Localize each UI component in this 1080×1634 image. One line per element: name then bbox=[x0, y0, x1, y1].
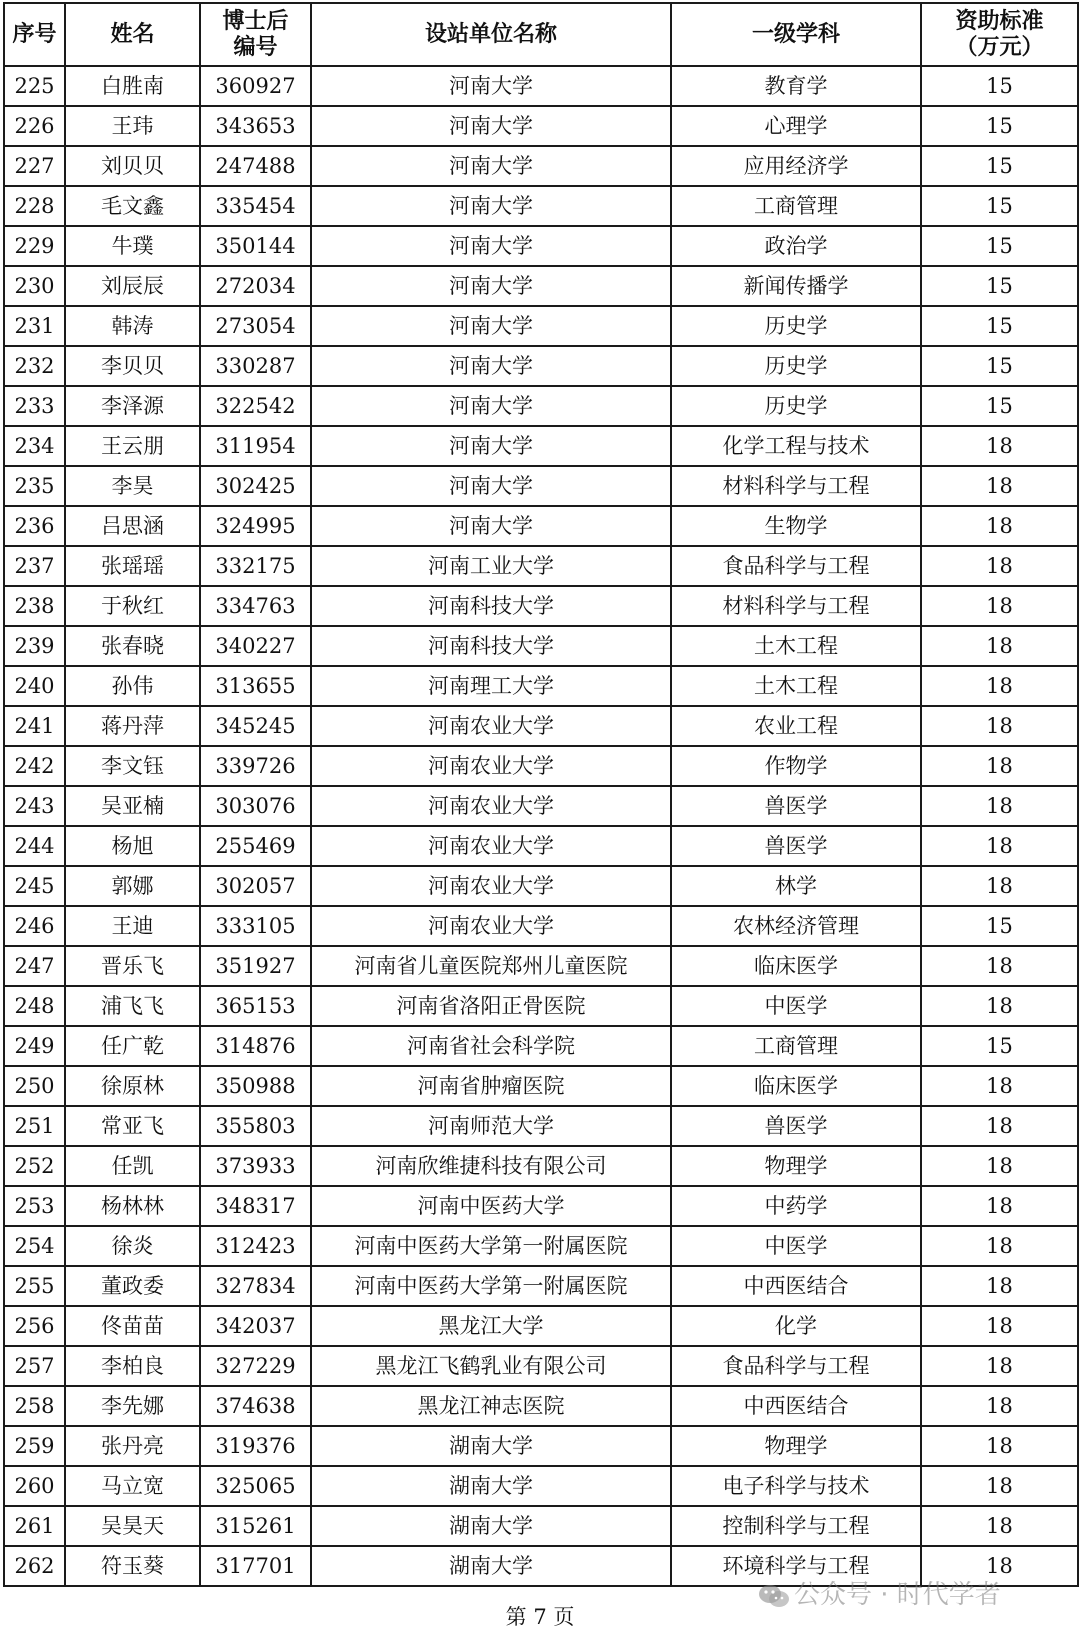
cell-postdoc-id: 345245 bbox=[200, 706, 311, 746]
cell-seq: 230 bbox=[4, 266, 65, 306]
cell-name: 王云朋 bbox=[65, 426, 200, 466]
header-unit: 设站单位名称 bbox=[311, 3, 671, 66]
table-row bbox=[4, 946, 1078, 986]
cell-discipline: 工商管理 bbox=[671, 186, 921, 226]
cell-unit: 河南省洛阳正骨医院 bbox=[311, 986, 671, 1026]
cell-funding: 15 bbox=[921, 906, 1078, 946]
cell-funding: 18 bbox=[921, 1186, 1078, 1226]
cell-seq: 250 bbox=[4, 1066, 65, 1106]
cell-name: 吕思涵 bbox=[65, 506, 200, 546]
cell-name: 张丹亮 bbox=[65, 1426, 200, 1466]
cell-postdoc-id: 311954 bbox=[200, 426, 311, 466]
cell-discipline: 中西医结合 bbox=[671, 1386, 921, 1426]
cell-name: 于秋红 bbox=[65, 586, 200, 626]
cell-discipline: 物理学 bbox=[671, 1426, 921, 1466]
cell-funding: 18 bbox=[921, 706, 1078, 746]
cell-name: 郭娜 bbox=[65, 866, 200, 906]
cell-name: 李文钰 bbox=[65, 746, 200, 786]
cell-funding: 18 bbox=[921, 1346, 1078, 1386]
cell-seq: 238 bbox=[4, 586, 65, 626]
cell-name: 牛璞 bbox=[65, 226, 200, 266]
cell-funding: 18 bbox=[921, 786, 1078, 826]
cell-discipline: 中医学 bbox=[671, 1226, 921, 1266]
cell-funding: 18 bbox=[921, 1466, 1078, 1506]
cell-discipline: 历史学 bbox=[671, 386, 921, 426]
cell-postdoc-id: 333105 bbox=[200, 906, 311, 946]
cell-seq: 244 bbox=[4, 826, 65, 866]
cell-discipline: 土木工程 bbox=[671, 626, 921, 666]
table-row bbox=[4, 66, 1078, 106]
table-row bbox=[4, 1106, 1078, 1146]
cell-funding: 15 bbox=[921, 106, 1078, 146]
cell-discipline: 农业工程 bbox=[671, 706, 921, 746]
cell-name: 马立宽 bbox=[65, 1466, 200, 1506]
cell-seq: 251 bbox=[4, 1106, 65, 1146]
cell-funding: 18 bbox=[921, 1306, 1078, 1346]
cell-postdoc-id: 313655 bbox=[200, 666, 311, 706]
table-row bbox=[4, 586, 1078, 626]
cell-unit: 河南农业大学 bbox=[311, 746, 671, 786]
cell-funding: 15 bbox=[921, 66, 1078, 106]
cell-seq: 249 bbox=[4, 1026, 65, 1066]
cell-seq: 248 bbox=[4, 986, 65, 1026]
cell-unit: 河南大学 bbox=[311, 506, 671, 546]
table-row bbox=[4, 706, 1078, 746]
table-row bbox=[4, 1386, 1078, 1426]
cell-seq: 236 bbox=[4, 506, 65, 546]
cell-seq: 260 bbox=[4, 1466, 65, 1506]
cell-funding: 18 bbox=[921, 1106, 1078, 1146]
cell-funding: 18 bbox=[921, 746, 1078, 786]
table-row bbox=[4, 146, 1078, 186]
cell-unit: 湖南大学 bbox=[311, 1426, 671, 1466]
cell-funding: 18 bbox=[921, 1066, 1078, 1106]
cell-unit: 黑龙江飞鹤乳业有限公司 bbox=[311, 1346, 671, 1386]
cell-unit: 河南大学 bbox=[311, 466, 671, 506]
cell-postdoc-id: 339726 bbox=[200, 746, 311, 786]
table-row bbox=[4, 786, 1078, 826]
cell-postdoc-id: 314876 bbox=[200, 1026, 311, 1066]
table-row bbox=[4, 546, 1078, 586]
cell-funding: 18 bbox=[921, 546, 1078, 586]
header-postdoc-id-line1: 博士后 bbox=[222, 8, 289, 34]
cell-name: 刘贝贝 bbox=[65, 146, 200, 186]
cell-name: 徐炎 bbox=[65, 1226, 200, 1266]
cell-unit: 河南欣维捷科技有限公司 bbox=[311, 1146, 671, 1186]
cell-name: 李昊 bbox=[65, 466, 200, 506]
cell-funding: 18 bbox=[921, 1426, 1078, 1466]
cell-funding: 15 bbox=[921, 186, 1078, 226]
cell-discipline: 兽医学 bbox=[671, 1106, 921, 1146]
cell-funding: 15 bbox=[921, 1026, 1078, 1066]
cell-postdoc-id: 350988 bbox=[200, 1066, 311, 1106]
cell-seq: 254 bbox=[4, 1226, 65, 1266]
cell-postdoc-id: 332175 bbox=[200, 546, 311, 586]
cell-unit: 黑龙江神志医院 bbox=[311, 1386, 671, 1426]
cell-discipline: 临床医学 bbox=[671, 1066, 921, 1106]
cell-name: 蒋丹萍 bbox=[65, 706, 200, 746]
cell-funding: 18 bbox=[921, 1546, 1078, 1586]
table-row bbox=[4, 186, 1078, 226]
cell-postdoc-id: 247488 bbox=[200, 146, 311, 186]
cell-funding: 18 bbox=[921, 666, 1078, 706]
cell-funding: 18 bbox=[921, 946, 1078, 986]
cell-funding: 18 bbox=[921, 506, 1078, 546]
cell-name: 李泽源 bbox=[65, 386, 200, 426]
cell-seq: 235 bbox=[4, 466, 65, 506]
table-row bbox=[4, 226, 1078, 266]
cell-seq: 247 bbox=[4, 946, 65, 986]
table-row bbox=[4, 746, 1078, 786]
cell-seq: 239 bbox=[4, 626, 65, 666]
cell-seq: 257 bbox=[4, 1346, 65, 1386]
cell-postdoc-id: 272034 bbox=[200, 266, 311, 306]
cell-discipline: 心理学 bbox=[671, 106, 921, 146]
cell-discipline: 控制科学与工程 bbox=[671, 1506, 921, 1546]
cell-discipline: 兽医学 bbox=[671, 826, 921, 866]
cell-discipline: 历史学 bbox=[671, 306, 921, 346]
cell-name: 王迪 bbox=[65, 906, 200, 946]
cell-seq: 227 bbox=[4, 146, 65, 186]
cell-unit: 河南科技大学 bbox=[311, 626, 671, 666]
cell-postdoc-id: 315261 bbox=[200, 1506, 311, 1546]
cell-unit: 河南农业大学 bbox=[311, 906, 671, 946]
cell-unit: 河南大学 bbox=[311, 266, 671, 306]
cell-unit: 河南大学 bbox=[311, 186, 671, 226]
cell-seq: 233 bbox=[4, 386, 65, 426]
cell-funding: 18 bbox=[921, 586, 1078, 626]
cell-unit: 河南农业大学 bbox=[311, 866, 671, 906]
cell-name: 李先娜 bbox=[65, 1386, 200, 1426]
cell-unit: 河南大学 bbox=[311, 226, 671, 266]
cell-discipline: 作物学 bbox=[671, 746, 921, 786]
table-row bbox=[4, 906, 1078, 946]
cell-postdoc-id: 302057 bbox=[200, 866, 311, 906]
cell-seq: 255 bbox=[4, 1266, 65, 1306]
cell-name: 常亚飞 bbox=[65, 1106, 200, 1146]
cell-discipline: 土木工程 bbox=[671, 666, 921, 706]
cell-seq: 228 bbox=[4, 186, 65, 226]
cell-postdoc-id: 360927 bbox=[200, 66, 311, 106]
cell-name: 晋乐飞 bbox=[65, 946, 200, 986]
cell-name: 李柏良 bbox=[65, 1346, 200, 1386]
cell-funding: 15 bbox=[921, 266, 1078, 306]
cell-discipline: 食品科学与工程 bbox=[671, 1346, 921, 1386]
cell-discipline: 中西医结合 bbox=[671, 1266, 921, 1306]
cell-postdoc-id: 325065 bbox=[200, 1466, 311, 1506]
table-row bbox=[4, 1226, 1078, 1266]
cell-postdoc-id: 373933 bbox=[200, 1146, 311, 1186]
cell-unit: 河南农业大学 bbox=[311, 786, 671, 826]
cell-seq: 259 bbox=[4, 1426, 65, 1466]
cell-seq: 261 bbox=[4, 1506, 65, 1546]
cell-postdoc-id: 317701 bbox=[200, 1546, 311, 1586]
table-row bbox=[4, 1026, 1078, 1066]
header-funding bbox=[921, 3, 1078, 66]
cell-funding: 15 bbox=[921, 386, 1078, 426]
table-header-row bbox=[4, 3, 1078, 66]
cell-postdoc-id: 255469 bbox=[200, 826, 311, 866]
cell-seq: 243 bbox=[4, 786, 65, 826]
cell-unit: 河南大学 bbox=[311, 386, 671, 426]
cell-unit: 河南师范大学 bbox=[311, 1106, 671, 1146]
cell-seq: 262 bbox=[4, 1546, 65, 1586]
cell-name: 董政委 bbox=[65, 1266, 200, 1306]
cell-unit: 河南科技大学 bbox=[311, 586, 671, 626]
cell-name: 刘辰辰 bbox=[65, 266, 200, 306]
cell-unit: 湖南大学 bbox=[311, 1506, 671, 1546]
cell-discipline: 化学工程与技术 bbox=[671, 426, 921, 466]
cell-funding: 18 bbox=[921, 866, 1078, 906]
cell-funding: 18 bbox=[921, 426, 1078, 466]
cell-seq: 253 bbox=[4, 1186, 65, 1226]
cell-name: 符玉葵 bbox=[65, 1546, 200, 1586]
header-name: 姓名 bbox=[65, 3, 200, 66]
header-seq: 序号 bbox=[4, 3, 65, 66]
cell-funding: 15 bbox=[921, 346, 1078, 386]
cell-seq: 241 bbox=[4, 706, 65, 746]
cell-name: 张瑶瑶 bbox=[65, 546, 200, 586]
cell-postdoc-id: 374638 bbox=[200, 1386, 311, 1426]
cell-discipline: 中医学 bbox=[671, 986, 921, 1026]
page-footer bbox=[0, 1601, 1080, 1631]
cell-postdoc-id: 351927 bbox=[200, 946, 311, 986]
header-discipline: 一级学科 bbox=[671, 3, 921, 66]
cell-discipline: 林学 bbox=[671, 866, 921, 906]
header-funding-line2: （万元） bbox=[955, 34, 1044, 60]
table-row bbox=[4, 386, 1078, 426]
cell-unit: 河南大学 bbox=[311, 66, 671, 106]
cell-seq: 256 bbox=[4, 1306, 65, 1346]
table-row bbox=[4, 866, 1078, 906]
cell-postdoc-id: 330287 bbox=[200, 346, 311, 386]
cell-discipline: 兽医学 bbox=[671, 786, 921, 826]
cell-funding: 18 bbox=[921, 986, 1078, 1026]
cell-postdoc-id: 350144 bbox=[200, 226, 311, 266]
cell-seq: 237 bbox=[4, 546, 65, 586]
cell-discipline: 新闻传播学 bbox=[671, 266, 921, 306]
cell-postdoc-id: 342037 bbox=[200, 1306, 311, 1346]
cell-name: 任凯 bbox=[65, 1146, 200, 1186]
cell-discipline: 生物学 bbox=[671, 506, 921, 546]
cell-unit: 河南大学 bbox=[311, 306, 671, 346]
cell-unit: 河南中医药大学第一附属医院 bbox=[311, 1226, 671, 1266]
table-row bbox=[4, 1266, 1078, 1306]
cell-unit: 湖南大学 bbox=[311, 1546, 671, 1586]
cell-unit: 河南省社会科学院 bbox=[311, 1026, 671, 1066]
table-row bbox=[4, 1186, 1078, 1226]
header-postdoc-id-line2: 编号 bbox=[233, 34, 278, 60]
cell-seq: 245 bbox=[4, 866, 65, 906]
cell-seq: 240 bbox=[4, 666, 65, 706]
cell-funding: 15 bbox=[921, 306, 1078, 346]
cell-discipline: 中药学 bbox=[671, 1186, 921, 1226]
cell-name: 吴昊天 bbox=[65, 1506, 200, 1546]
cell-postdoc-id: 355803 bbox=[200, 1106, 311, 1146]
cell-unit: 河南中医药大学 bbox=[311, 1186, 671, 1226]
cell-discipline: 临床医学 bbox=[671, 946, 921, 986]
header-postdoc-id bbox=[200, 3, 311, 66]
cell-name: 李贝贝 bbox=[65, 346, 200, 386]
table-row bbox=[4, 1066, 1078, 1106]
cell-seq: 234 bbox=[4, 426, 65, 466]
cell-postdoc-id: 340227 bbox=[200, 626, 311, 666]
cell-unit: 河南工业大学 bbox=[311, 546, 671, 586]
header-funding-line1: 资助标准 bbox=[955, 8, 1044, 34]
cell-unit: 河南农业大学 bbox=[311, 826, 671, 866]
cell-postdoc-id: 334763 bbox=[200, 586, 311, 626]
cell-discipline: 农林经济管理 bbox=[671, 906, 921, 946]
cell-name: 孙伟 bbox=[65, 666, 200, 706]
table-row bbox=[4, 1346, 1078, 1386]
table-body bbox=[4, 66, 1078, 1586]
cell-name: 白胜南 bbox=[65, 66, 200, 106]
table-row bbox=[4, 266, 1078, 306]
cell-unit: 河南大学 bbox=[311, 146, 671, 186]
cell-seq: 232 bbox=[4, 346, 65, 386]
cell-discipline: 工商管理 bbox=[671, 1026, 921, 1066]
table-row bbox=[4, 1506, 1078, 1546]
table-row bbox=[4, 346, 1078, 386]
cell-discipline: 历史学 bbox=[671, 346, 921, 386]
postdoc-funding-table bbox=[3, 2, 1079, 1587]
cell-name: 张春晓 bbox=[65, 626, 200, 666]
cell-discipline: 材料科学与工程 bbox=[671, 466, 921, 506]
cell-postdoc-id: 322542 bbox=[200, 386, 311, 426]
cell-funding: 15 bbox=[921, 146, 1078, 186]
table-row bbox=[4, 1146, 1078, 1186]
table-row bbox=[4, 106, 1078, 146]
cell-funding: 18 bbox=[921, 1226, 1078, 1266]
table-row bbox=[4, 466, 1078, 506]
cell-name: 毛文鑫 bbox=[65, 186, 200, 226]
cell-unit: 河南大学 bbox=[311, 426, 671, 466]
cell-funding: 18 bbox=[921, 1266, 1078, 1306]
cell-discipline: 材料科学与工程 bbox=[671, 586, 921, 626]
table-row bbox=[4, 986, 1078, 1026]
table-row bbox=[4, 1426, 1078, 1466]
cell-discipline: 食品科学与工程 bbox=[671, 546, 921, 586]
table-row bbox=[4, 626, 1078, 666]
cell-discipline: 应用经济学 bbox=[671, 146, 921, 186]
cell-name: 任广乾 bbox=[65, 1026, 200, 1066]
cell-discipline: 化学 bbox=[671, 1306, 921, 1346]
cell-seq: 246 bbox=[4, 906, 65, 946]
cell-name: 徐原林 bbox=[65, 1066, 200, 1106]
cell-name: 吴亚楠 bbox=[65, 786, 200, 826]
cell-discipline: 环境科学与工程 bbox=[671, 1546, 921, 1586]
cell-funding: 18 bbox=[921, 1386, 1078, 1426]
cell-unit: 河南理工大学 bbox=[311, 666, 671, 706]
cell-postdoc-id: 327834 bbox=[200, 1266, 311, 1306]
cell-unit: 黑龙江大学 bbox=[311, 1306, 671, 1346]
cell-discipline: 电子科学与技术 bbox=[671, 1466, 921, 1506]
cell-discipline: 教育学 bbox=[671, 66, 921, 106]
cell-postdoc-id: 324995 bbox=[200, 506, 311, 546]
cell-seq: 229 bbox=[4, 226, 65, 266]
table-row bbox=[4, 306, 1078, 346]
cell-seq: 242 bbox=[4, 746, 65, 786]
cell-postdoc-id: 327229 bbox=[200, 1346, 311, 1386]
cell-seq: 252 bbox=[4, 1146, 65, 1186]
cell-funding: 18 bbox=[921, 1506, 1078, 1546]
cell-seq: 226 bbox=[4, 106, 65, 146]
cell-seq: 225 bbox=[4, 66, 65, 106]
cell-unit: 河南省儿童医院郑州儿童医院 bbox=[311, 946, 671, 986]
cell-unit: 河南农业大学 bbox=[311, 706, 671, 746]
table-row bbox=[4, 666, 1078, 706]
cell-seq: 231 bbox=[4, 306, 65, 346]
cell-postdoc-id: 312423 bbox=[200, 1226, 311, 1266]
cell-funding: 18 bbox=[921, 466, 1078, 506]
cell-postdoc-id: 303076 bbox=[200, 786, 311, 826]
cell-postdoc-id: 348317 bbox=[200, 1186, 311, 1226]
cell-funding: 18 bbox=[921, 826, 1078, 866]
cell-name: 杨林林 bbox=[65, 1186, 200, 1226]
cell-postdoc-id: 302425 bbox=[200, 466, 311, 506]
cell-postdoc-id: 319376 bbox=[200, 1426, 311, 1466]
cell-postdoc-id: 273054 bbox=[200, 306, 311, 346]
cell-postdoc-id: 343653 bbox=[200, 106, 311, 146]
cell-discipline: 政治学 bbox=[671, 226, 921, 266]
table-row bbox=[4, 506, 1078, 546]
cell-funding: 18 bbox=[921, 1146, 1078, 1186]
cell-postdoc-id: 365153 bbox=[200, 986, 311, 1026]
cell-unit: 湖南大学 bbox=[311, 1466, 671, 1506]
cell-name: 浦飞飞 bbox=[65, 986, 200, 1026]
cell-unit: 河南省肿瘤医院 bbox=[311, 1066, 671, 1106]
cell-name: 佟苗苗 bbox=[65, 1306, 200, 1346]
cell-name: 韩涛 bbox=[65, 306, 200, 346]
table-row bbox=[4, 1306, 1078, 1346]
page-number: 第 7 页 bbox=[505, 1605, 575, 1629]
cell-postdoc-id: 335454 bbox=[200, 186, 311, 226]
cell-funding: 18 bbox=[921, 626, 1078, 666]
table-row bbox=[4, 826, 1078, 866]
cell-unit: 河南大学 bbox=[311, 106, 671, 146]
watermark-text: 公众号 · 时代学者 bbox=[794, 1580, 1001, 1610]
cell-name: 王玮 bbox=[65, 106, 200, 146]
cell-unit: 河南中医药大学第一附属医院 bbox=[311, 1266, 671, 1306]
table-row bbox=[4, 1466, 1078, 1506]
table-row bbox=[4, 426, 1078, 466]
cell-discipline: 物理学 bbox=[671, 1146, 921, 1186]
cell-funding: 15 bbox=[921, 226, 1078, 266]
cell-unit: 河南大学 bbox=[311, 346, 671, 386]
cell-name: 杨旭 bbox=[65, 826, 200, 866]
cell-seq: 258 bbox=[4, 1386, 65, 1426]
